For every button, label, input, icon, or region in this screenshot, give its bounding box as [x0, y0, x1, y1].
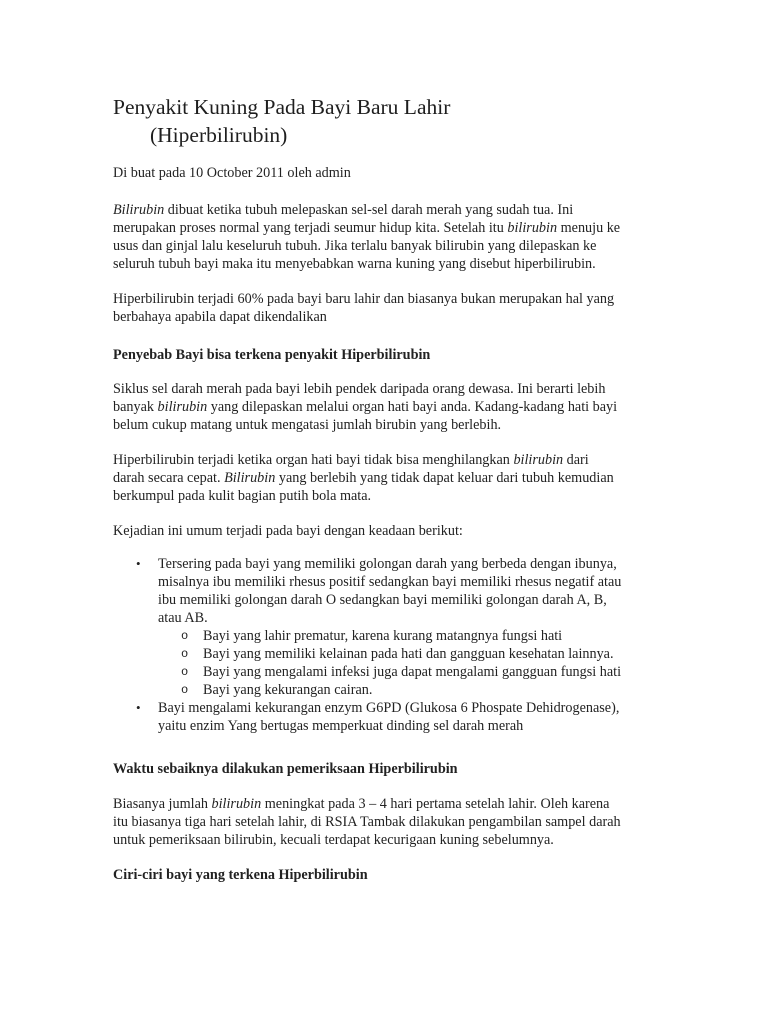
text-span: merupakan proses normal yang terjadi seumur hidup kita. Setelah itu [113, 220, 508, 236]
condition-list [113, 555, 673, 735]
text-line: berbahaya apabila dapat dikendalikan [113, 309, 327, 325]
italic-term: Bilirubin [224, 470, 276, 486]
italic-term: bilirubin [507, 220, 558, 236]
text-span: dibuat ketika tubuh melepaskan sel-sel darah merah yang sudah tua. Ini [164, 202, 574, 218]
sub-list-item [158, 681, 673, 699]
text-span: yang dilepaskan melalui organ hati bayi anda. Kadang-kadang hati bayi [207, 399, 618, 415]
sub-item-text: Bayi yang mengalami infeksi juga dapat mengalami gangguan fungsi hati [203, 664, 622, 680]
section1-paragraph-2 [113, 451, 673, 505]
section-heading-waktu: Waktu sebaiknya dilakukan pemeriksaan Hiperbilirubin [113, 761, 458, 777]
italic-term: Bilirubin [113, 202, 165, 218]
text-line: itu biasanya tiga hari setelah lahir, di RSIA Tambak dilakukan pengambilan sampel darah [113, 814, 621, 830]
text-line: Hiperbilirubin terjadi 60% pada bayi baru lahir dan biasanya bukan merupakan hal yang [113, 291, 615, 307]
section-heading-penyebab: Penyebab Bayi bisa terkena penyakit Hiperbilirubin [113, 347, 431, 363]
text-span: dari [563, 452, 589, 468]
text-line: usus dan ginjal lalu keseluruh tubuh. Jika terlalu banyak bilirubin yang dilepaskan ke [113, 238, 597, 254]
text-line [113, 201, 673, 219]
italic-term: bilirubin [211, 796, 262, 812]
sub-item-text: Bayi yang memiliki kelainan pada hati dan gangguan kesehatan lainnya. [203, 646, 614, 662]
text-span: meningkat pada 3 – 4 hari pertama setelah lahir. Oleh karena [261, 796, 610, 812]
text-line [113, 451, 673, 469]
text-line: atau AB. [158, 610, 208, 626]
text-span: Biasanya jumlah [113, 796, 212, 812]
text-span: menuju ke [557, 220, 621, 236]
circle-bullet-icon: o [181, 629, 189, 643]
sub-item-text: Bayi yang kekurangan cairan. [203, 682, 373, 698]
text-line: belum cukup matang untuk mengatasi jumlah birubin yang berlebih. [113, 417, 502, 433]
text-line: Tersering pada bayi yang memiliki golongan darah yang berbeda dengan ibunya, [158, 556, 617, 572]
title-line-1: Penyakit Kuning Pada Bayi Baru Lahir [113, 95, 451, 119]
text-line: Siklus sel darah merah pada bayi lebih pendek daripada orang dewasa. Ini berarti lebih [113, 381, 606, 397]
page-title [113, 93, 450, 149]
text-line: ibu memiliki golongan darah O sedangkan bayi memiliki golongan darah A, B, [158, 592, 607, 608]
sub-list-item [158, 663, 673, 681]
text-span: darah secara cepat. [113, 470, 225, 486]
bullet-icon: • [136, 700, 141, 715]
section1-paragraph-3: Kejadian ini umum terjadi pada bayi dengan keadaan berikut: [113, 523, 463, 539]
sub-item-text: Bayi yang lahir prematur, karena kurang matangnya fungsi hati [203, 628, 563, 644]
text-line: yaitu enzim Yang bertugas memperkuat dinding sel darah merah [158, 718, 524, 734]
circle-bullet-icon: o [181, 665, 189, 679]
text-span: yang berlebih yang tidak dapat keluar dari tubuh kemudian [275, 470, 614, 486]
text-line: misalnya ibu memiliki rhesus positif sedangkan bayi memiliki rhesus negatif atau [158, 574, 622, 590]
text-line [113, 398, 673, 416]
intro-paragraph-1 [113, 201, 673, 273]
section1-paragraph-1 [113, 380, 673, 434]
circle-bullet-icon: o [181, 647, 189, 661]
text-line: untuk pemeriksaan bilirubin, kecuali terdapat kecurigaan kuning sebelumnya. [113, 832, 554, 848]
title-line-2: (Hiperbilirubin) [150, 123, 288, 147]
text-line [113, 469, 673, 487]
text-span: banyak [113, 399, 158, 415]
text-line: Bayi mengalami kekurangan enzym G6PD (Glukosa 6 Phospate Dehidrogenase), [158, 700, 620, 716]
sub-list [158, 627, 673, 699]
section2-paragraph-1 [113, 795, 673, 849]
text-line: seluruh tubuh bayi maka itu menyebabkan warna kuning yang disebut hiperbilirubin. [113, 256, 596, 272]
text-span: Hiperbilirubin terjadi ketika organ hati bayi tidak bisa menghilangkan [113, 452, 514, 468]
bullet-icon: • [136, 556, 141, 571]
italic-term: bilirubin [513, 452, 564, 468]
sub-list-item [158, 627, 673, 645]
text-line [113, 219, 673, 237]
section-heading-ciri: Ciri-ciri bayi yang terkena Hiperbilirubin [113, 867, 368, 883]
list-item [113, 555, 673, 699]
text-line [113, 795, 673, 813]
list-item [113, 699, 673, 735]
italic-term: bilirubin [157, 399, 208, 415]
byline: Di buat pada 10 October 2011 oleh admin [113, 165, 351, 181]
text-line: berkumpul pada kulit bagian putih bola mata. [113, 488, 372, 504]
sub-list-item [158, 645, 673, 663]
intro-paragraph-2 [113, 290, 673, 326]
circle-bullet-icon: o [181, 683, 189, 697]
